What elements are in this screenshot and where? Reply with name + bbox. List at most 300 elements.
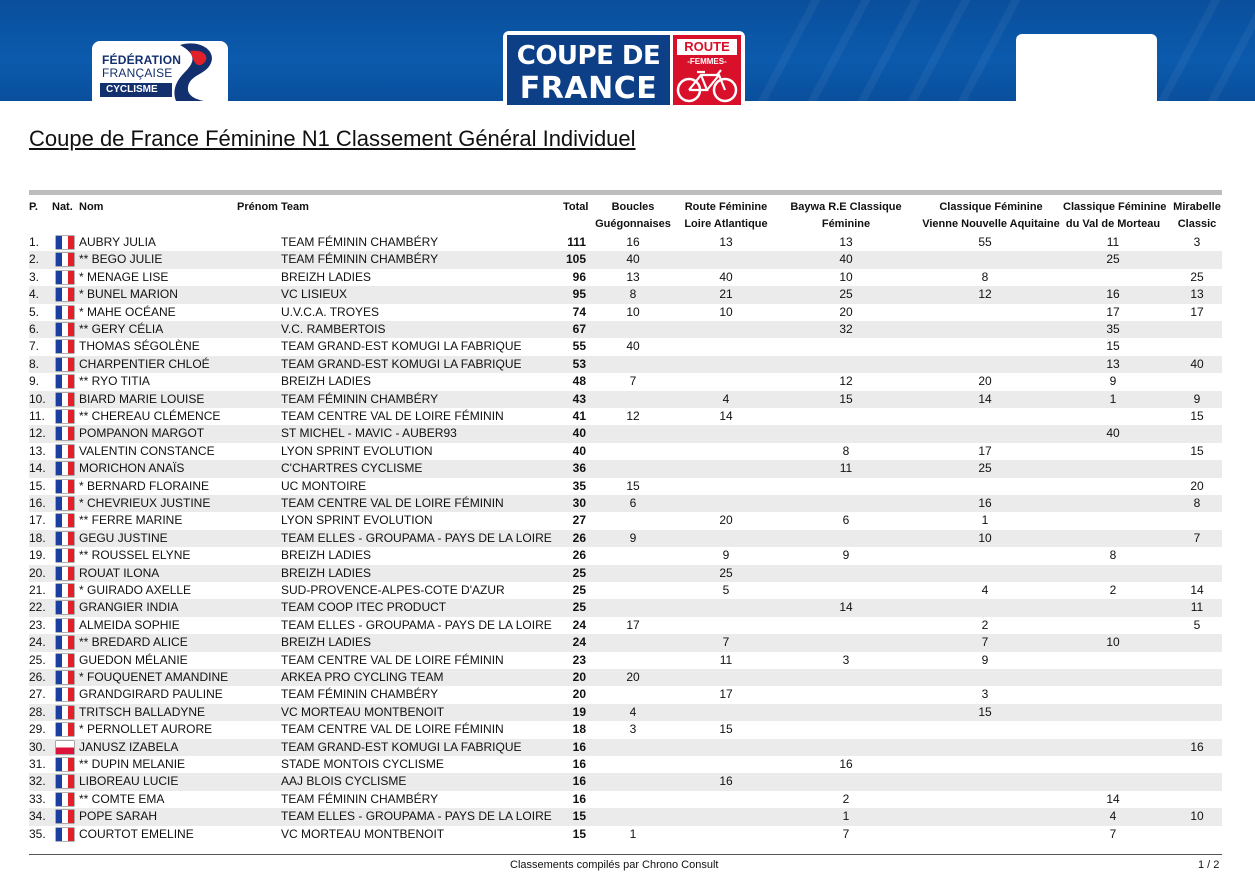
team-cell: BREIZH LADIES xyxy=(281,548,372,563)
race-points-cell: 15 xyxy=(978,704,992,719)
col-header-race-3 xyxy=(786,199,906,233)
race-points-cell: 1 xyxy=(1109,391,1117,406)
table-row xyxy=(29,756,1222,773)
cdf-logo-line1: COUPE DE xyxy=(516,41,661,71)
table-row xyxy=(29,704,1222,721)
race-points-cell: 9 xyxy=(722,548,730,563)
total-points-cell: 35 xyxy=(572,478,586,493)
france-flag-icon xyxy=(56,654,74,667)
race-points-cell: 7 xyxy=(842,826,850,841)
col-header-nom: Nom xyxy=(79,201,104,213)
table-row xyxy=(29,512,1222,529)
total-points-cell: 15 xyxy=(572,809,586,824)
race-2-line1: Route Féminine xyxy=(684,201,768,213)
rider-name-cell: ROUAT ILONA xyxy=(79,565,160,580)
race-points-cell: 25 xyxy=(1106,252,1120,267)
total-points-cell: 25 xyxy=(572,600,586,615)
team-cell: TEAM ELLES - GROUPAMA - PAYS DE LA LOIRE xyxy=(281,809,552,824)
rider-name-cell: ** DUPIN MELANIE xyxy=(79,757,186,771)
total-points-cell: 105 xyxy=(565,252,586,267)
table-row xyxy=(29,356,1222,373)
france-flag-icon xyxy=(56,584,74,597)
rider-name-cell: * GUIRADO AXELLE xyxy=(79,583,192,597)
col-header-race-1 xyxy=(593,199,673,233)
race-2-line2: Loire Atlantique xyxy=(684,218,768,230)
race-points-cell: 16 xyxy=(978,496,992,510)
footer-divider xyxy=(29,854,1222,855)
rider-name-cell: CHARPENTIER CHLOÉ xyxy=(79,356,210,371)
rider-name-cell: ** BEGO JULIE xyxy=(79,252,163,267)
france-flag-icon xyxy=(56,236,74,249)
team-cell: TEAM FÉMININ CHAMBÉRY xyxy=(281,687,439,702)
team-cell: BREIZH LADIES xyxy=(281,374,372,389)
team-cell: VC MORTEAU MONTBENOIT xyxy=(281,704,445,719)
total-points-cell: 74 xyxy=(572,304,586,319)
total-points-cell: 16 xyxy=(572,791,586,806)
total-points-cell: 40 xyxy=(572,426,586,441)
race-points-cell: 9 xyxy=(1109,374,1117,389)
table-row xyxy=(29,321,1222,338)
rider-name-cell: GRANDGIRARD PAULINE xyxy=(79,687,223,702)
total-points-cell: 111 xyxy=(567,235,586,249)
race-points-cell: 1 xyxy=(842,809,850,824)
table-row xyxy=(29,269,1222,286)
race-points-cell: 9 xyxy=(981,652,989,667)
ffc-swoosh-icon xyxy=(170,41,226,103)
race-points-cell: 5 xyxy=(1193,617,1201,632)
team-cell: STADE MONTOIS CYCLISME xyxy=(281,757,444,771)
rank-cell: 29. xyxy=(29,722,46,737)
total-points-cell: 95 xyxy=(572,287,586,302)
total-points-cell: 55 xyxy=(572,339,586,354)
france-flag-icon xyxy=(56,427,74,440)
footer-credit: Classements compilés par Chrono Consult xyxy=(510,859,719,871)
france-flag-icon xyxy=(56,480,74,493)
col-header-race-2 xyxy=(676,199,776,233)
rider-name-cell: POPE SARAH xyxy=(79,809,158,824)
france-flag-icon xyxy=(56,706,74,719)
table-row xyxy=(29,669,1222,686)
bicycle-icon xyxy=(675,69,739,103)
race-points-cell: 7 xyxy=(629,374,637,389)
race-6-line2: Classic xyxy=(1177,218,1217,230)
france-flag-icon xyxy=(56,567,74,580)
rank-cell: 14. xyxy=(29,461,46,476)
race-points-cell: 4 xyxy=(981,583,989,597)
france-flag-icon xyxy=(56,340,74,353)
rank-cell: 33. xyxy=(29,791,46,806)
race-points-cell: 2 xyxy=(981,617,989,632)
total-points-cell: 16 xyxy=(572,774,586,789)
race-points-cell: 7 xyxy=(1193,530,1201,545)
race-4-line2: Vienne Nouvelle Aquitaine xyxy=(922,218,1060,230)
team-cell: LYON SPRINT EVOLUTION xyxy=(281,443,433,458)
team-cell: V.C. RAMBERTOIS xyxy=(281,322,386,336)
race-points-cell: 8 xyxy=(1109,548,1117,563)
cdf-logo-line2: FRANCE xyxy=(519,71,658,106)
rank-cell: 24. xyxy=(29,635,46,650)
header-white-panel xyxy=(1016,34,1157,104)
team-cell: TEAM CENTRE VAL DE LOIRE FÉMININ xyxy=(281,652,504,667)
table-row xyxy=(29,547,1222,564)
race-points-cell: 25 xyxy=(978,461,992,476)
race-points-cell: 3 xyxy=(981,687,989,702)
france-flag-icon xyxy=(56,358,74,371)
race-points-cell: 35 xyxy=(1106,322,1120,336)
rank-cell: 35. xyxy=(29,826,46,841)
race-points-cell: 13 xyxy=(1106,356,1120,371)
race-points-cell: 13 xyxy=(626,269,640,284)
rider-name-cell: JANUSZ IZABELA xyxy=(79,739,179,754)
team-cell: LYON SPRINT EVOLUTION xyxy=(281,513,433,528)
team-cell: TEAM CENTRE VAL DE LOIRE FÉMININ xyxy=(281,409,504,423)
race-points-cell: 11 xyxy=(1106,235,1120,249)
ffc-logo-line1: FÉDÉRATION xyxy=(102,53,182,67)
rank-cell: 6. xyxy=(29,322,40,336)
race-1-line1: Boucles xyxy=(611,201,655,213)
race-points-cell: 40 xyxy=(839,252,853,267)
race-points-cell: 12 xyxy=(839,374,853,389)
race-points-cell: 9 xyxy=(629,530,637,545)
race-points-cell: 15 xyxy=(719,722,733,737)
rank-cell: 21. xyxy=(29,583,46,597)
france-flag-icon xyxy=(56,532,74,545)
col-header-race-6 xyxy=(1171,199,1223,233)
race-points-cell: 20 xyxy=(719,513,733,528)
col-header-rank: P. xyxy=(29,201,38,213)
col-header-total: Total xyxy=(563,201,589,213)
race-points-cell: 10 xyxy=(978,530,992,545)
france-flag-icon xyxy=(56,793,74,806)
race-3-line2: Féminine xyxy=(821,218,871,230)
france-flag-icon xyxy=(56,514,74,527)
team-cell: ST MICHEL - MAVIC - AUBER93 xyxy=(281,426,457,441)
total-points-cell: 30 xyxy=(572,496,586,510)
rider-name-cell: LIBOREAU LUCIE xyxy=(79,774,179,789)
race-5-line2: du Val de Morteau xyxy=(1065,218,1161,230)
total-points-cell: 16 xyxy=(572,757,586,771)
total-points-cell: 20 xyxy=(572,687,586,702)
race-points-cell: 13 xyxy=(1190,287,1204,302)
rider-name-cell: * MENAGE LISE xyxy=(79,269,169,284)
rank-cell: 16. xyxy=(29,496,46,510)
table-row xyxy=(29,791,1222,808)
race-points-cell: 40 xyxy=(626,252,640,267)
race-points-cell: 17 xyxy=(719,687,733,702)
total-points-cell: 16 xyxy=(572,739,586,754)
table-row xyxy=(29,338,1222,355)
race-4-line1: Classique Féminine xyxy=(939,201,1043,213)
race-points-cell: 17 xyxy=(1190,304,1204,319)
table-row xyxy=(29,251,1222,268)
rider-name-cell: * PERNOLLET AURORE xyxy=(79,722,213,737)
table-row xyxy=(29,304,1222,321)
team-cell: BREIZH LADIES xyxy=(281,565,372,580)
race-points-cell: 15 xyxy=(1190,409,1204,423)
rider-name-cell: * BERNARD FLORAINE xyxy=(79,478,210,493)
rank-cell: 10. xyxy=(29,391,46,406)
rank-cell: 27. xyxy=(29,687,46,702)
race-points-cell: 9 xyxy=(1193,391,1201,406)
rank-cell: 19. xyxy=(29,548,46,563)
france-flag-icon xyxy=(56,549,74,562)
race-points-cell: 14 xyxy=(1190,583,1204,597)
race-points-cell: 7 xyxy=(1109,826,1117,841)
france-flag-icon xyxy=(56,271,74,284)
france-flag-icon xyxy=(56,393,74,406)
total-points-cell: 96 xyxy=(572,269,586,284)
race-points-cell: 16 xyxy=(626,235,640,249)
table-row xyxy=(29,443,1222,460)
team-cell: U.V.C.A. TROYES xyxy=(281,304,380,319)
race-points-cell: 40 xyxy=(626,339,640,354)
race-points-cell: 20 xyxy=(839,304,853,319)
rider-name-cell: GEGU JUSTINE xyxy=(79,530,168,545)
team-cell: TEAM COOP ITEC PRODUCT xyxy=(281,600,447,615)
race-6-line1: Mirabelle xyxy=(1173,201,1221,213)
table-row xyxy=(29,652,1222,669)
team-cell: TEAM ELLES - GROUPAMA - PAYS DE LA LOIRE xyxy=(281,617,552,632)
rider-name-cell: ** ROUSSEL ELYNE xyxy=(79,548,191,563)
total-points-cell: 26 xyxy=(572,548,586,563)
race-points-cell: 3 xyxy=(842,652,850,667)
race-points-cell: 1 xyxy=(981,513,989,528)
race-points-cell: 17 xyxy=(626,617,640,632)
col-header-team: Team xyxy=(281,201,309,213)
team-cell: C'CHARTRES CYCLISME xyxy=(281,461,423,476)
france-flag-icon xyxy=(56,253,74,266)
race-points-cell: 1 xyxy=(629,826,637,841)
total-points-cell: 41 xyxy=(572,409,586,423)
col-header-race-4 xyxy=(921,199,1061,233)
rider-name-cell: VALENTIN CONSTANCE xyxy=(79,443,215,458)
total-points-cell: 18 xyxy=(572,722,586,737)
france-flag-icon xyxy=(56,323,74,336)
table-row xyxy=(29,425,1222,442)
team-cell: VC LISIEUX xyxy=(281,287,348,302)
rank-cell: 12. xyxy=(29,426,46,441)
race-points-cell: 40 xyxy=(719,269,733,284)
rider-name-cell: * FOUQUENET AMANDINE xyxy=(79,670,229,684)
race-points-cell: 14 xyxy=(719,409,733,423)
race-points-cell: 14 xyxy=(1106,791,1120,806)
rank-cell: 30. xyxy=(29,739,46,754)
table-row xyxy=(29,634,1222,651)
col-header-prenom: Prénom xyxy=(237,201,278,213)
table-row xyxy=(29,286,1222,303)
total-points-cell: 19 xyxy=(572,704,586,719)
race-points-cell: 25 xyxy=(839,287,853,302)
table-row xyxy=(29,599,1222,616)
race-points-cell: 13 xyxy=(719,235,733,249)
table-top-bar xyxy=(29,190,1222,195)
france-flag-icon xyxy=(56,810,74,823)
race-points-cell: 15 xyxy=(1106,339,1120,354)
race-points-cell: 4 xyxy=(1109,809,1117,824)
rank-cell: 5. xyxy=(29,304,40,319)
table-row xyxy=(29,495,1222,512)
team-cell: TEAM FÉMININ CHAMBÉRY xyxy=(281,252,439,267)
rider-name-cell: ** CHEREAU CLÉMENCE xyxy=(79,409,221,423)
table-row xyxy=(29,460,1222,477)
rank-cell: 7. xyxy=(29,339,40,354)
race-points-cell: 7 xyxy=(722,635,730,650)
france-flag-icon xyxy=(56,375,74,388)
team-cell: TEAM CENTRE VAL DE LOIRE FÉMININ xyxy=(281,722,504,737)
rider-name-cell: GRANGIER INDIA xyxy=(79,600,179,615)
race-points-cell: 16 xyxy=(839,757,853,771)
race-points-cell: 14 xyxy=(839,600,853,615)
table-row xyxy=(29,617,1222,634)
race-points-cell: 14 xyxy=(978,391,992,406)
rider-name-cell: * BUNEL MARION xyxy=(79,287,178,302)
rank-cell: 1. xyxy=(29,235,40,249)
total-points-cell: 67 xyxy=(572,322,586,336)
france-flag-icon xyxy=(56,601,74,614)
france-flag-icon xyxy=(56,828,74,841)
race-points-cell: 10 xyxy=(1190,809,1204,824)
rider-name-cell: ** BREDARD ALICE xyxy=(79,635,188,650)
team-cell: BREIZH LADIES xyxy=(281,269,372,284)
race-points-cell: 11 xyxy=(839,461,853,476)
race-points-cell: 15 xyxy=(839,391,853,406)
rank-cell: 9. xyxy=(29,374,40,389)
table-row xyxy=(29,565,1222,582)
race-points-cell: 40 xyxy=(1106,426,1120,441)
rank-cell: 22. xyxy=(29,600,46,615)
rank-cell: 23. xyxy=(29,617,46,632)
table-row xyxy=(29,373,1222,390)
france-flag-icon xyxy=(56,462,74,475)
race-points-cell: 32 xyxy=(839,322,853,336)
cdf-logo-panel xyxy=(507,35,670,105)
table-row xyxy=(29,686,1222,703)
race-points-cell: 8 xyxy=(629,287,637,302)
table-row xyxy=(29,721,1222,738)
rank-cell: 31. xyxy=(29,757,46,771)
race-points-cell: 6 xyxy=(629,496,637,510)
france-flag-icon xyxy=(56,410,74,423)
france-flag-icon xyxy=(56,288,74,301)
rider-name-cell: MORICHON ANAÏS xyxy=(79,461,185,476)
team-cell: TEAM FÉMININ CHAMBÉRY xyxy=(281,391,439,406)
rider-name-cell: THOMAS SÉGOLÈNE xyxy=(79,339,200,354)
team-cell: TEAM CENTRE VAL DE LOIRE FÉMININ xyxy=(281,496,504,510)
rank-cell: 26. xyxy=(29,670,46,684)
ffc-logo-line3: CYCLISME xyxy=(100,83,172,97)
race-points-cell: 8 xyxy=(1193,496,1201,510)
table-row xyxy=(29,478,1222,495)
team-cell: TEAM ELLES - GROUPAMA - PAYS DE LA LOIRE xyxy=(281,530,552,545)
france-flag-icon xyxy=(56,758,74,771)
rider-name-cell: ** COMTE EMA xyxy=(79,791,165,806)
race-points-cell: 11 xyxy=(719,652,733,667)
rank-cell: 11. xyxy=(29,409,45,423)
race-points-cell: 55 xyxy=(978,235,992,249)
race-points-cell: 40 xyxy=(1190,356,1204,371)
team-cell: TEAM FÉMININ CHAMBÉRY xyxy=(281,235,439,249)
france-flag-icon xyxy=(56,306,74,319)
team-cell: TEAM FÉMININ CHAMBÉRY xyxy=(281,791,439,806)
route-femmes-badge xyxy=(673,35,741,105)
rider-name-cell: * CHEVRIEUX JUSTINE xyxy=(79,496,211,510)
race-points-cell: 10 xyxy=(719,304,733,319)
race-points-cell: 5 xyxy=(722,583,730,597)
rank-cell: 18. xyxy=(29,530,46,545)
race-points-cell: 20 xyxy=(626,670,640,684)
france-flag-icon xyxy=(56,775,74,788)
team-cell: UC MONTOIRE xyxy=(281,478,367,493)
rank-cell: 20. xyxy=(29,565,46,580)
table-row xyxy=(29,773,1222,790)
race-points-cell: 2 xyxy=(842,791,850,806)
race-points-cell: 25 xyxy=(1190,269,1204,284)
total-points-cell: 24 xyxy=(572,635,586,650)
rider-name-cell: * MAHE OCÉANE xyxy=(79,304,176,319)
france-flag-icon xyxy=(56,497,74,510)
table-row xyxy=(29,391,1222,408)
france-flag-icon xyxy=(56,445,74,458)
femmes-label: -FEMMES- xyxy=(687,57,727,66)
team-cell: AAJ BLOIS CYCLISME xyxy=(281,774,407,789)
team-cell: BREIZH LADIES xyxy=(281,635,372,650)
rank-cell: 32. xyxy=(29,774,46,789)
total-points-cell: 25 xyxy=(572,565,586,580)
rider-name-cell: ** RYO TITIA xyxy=(79,374,150,389)
race-points-cell: 4 xyxy=(629,704,637,719)
rank-cell: 34. xyxy=(29,809,46,824)
total-points-cell: 26 xyxy=(572,530,586,545)
race-points-cell: 11 xyxy=(1190,600,1204,615)
race-points-cell: 8 xyxy=(981,269,989,284)
rider-name-cell: ALMEIDA SOPHIE xyxy=(79,617,180,632)
poland-flag-icon xyxy=(56,741,74,754)
ffc-logo xyxy=(92,41,228,103)
total-points-cell: 25 xyxy=(572,583,586,597)
team-cell: VC MORTEAU MONTBENOIT xyxy=(281,826,445,841)
coupe-de-france-logo xyxy=(503,31,745,109)
banner-stripe xyxy=(743,0,825,101)
race-points-cell: 13 xyxy=(839,235,853,249)
route-label: ROUTE xyxy=(677,39,737,55)
table-row xyxy=(29,408,1222,425)
rank-cell: 3. xyxy=(29,269,40,284)
ffc-logo-line2: FRANÇAISE xyxy=(102,66,173,80)
race-5-line1: Classique Féminine xyxy=(1063,201,1167,213)
race-points-cell: 7 xyxy=(981,635,989,650)
total-points-cell: 36 xyxy=(572,461,586,476)
race-points-cell: 10 xyxy=(626,304,640,319)
table-row xyxy=(29,582,1222,599)
total-points-cell: 27 xyxy=(572,513,586,528)
rank-cell: 15. xyxy=(29,478,46,493)
race-3-line1: Baywa R.E Classique xyxy=(790,201,902,213)
total-points-cell: 23 xyxy=(572,652,586,667)
race-points-cell: 20 xyxy=(978,374,992,389)
race-points-cell: 6 xyxy=(842,513,850,528)
race-points-cell: 20 xyxy=(1190,478,1204,493)
table-row xyxy=(29,234,1222,251)
rank-cell: 28. xyxy=(29,704,46,719)
team-cell: TEAM GRAND-EST KOMUGI LA FABRIQUE xyxy=(281,356,522,371)
page-title: Coupe de France Féminine N1 Classement Général Individuel xyxy=(29,126,636,151)
total-points-cell: 43 xyxy=(572,391,586,406)
rank-cell: 13. xyxy=(29,443,46,458)
france-flag-icon xyxy=(56,636,74,649)
col-header-nat: Nat. xyxy=(52,201,73,213)
team-cell: ARKEA PRO CYCLING TEAM xyxy=(281,670,444,684)
race-points-cell: 10 xyxy=(1106,635,1120,650)
